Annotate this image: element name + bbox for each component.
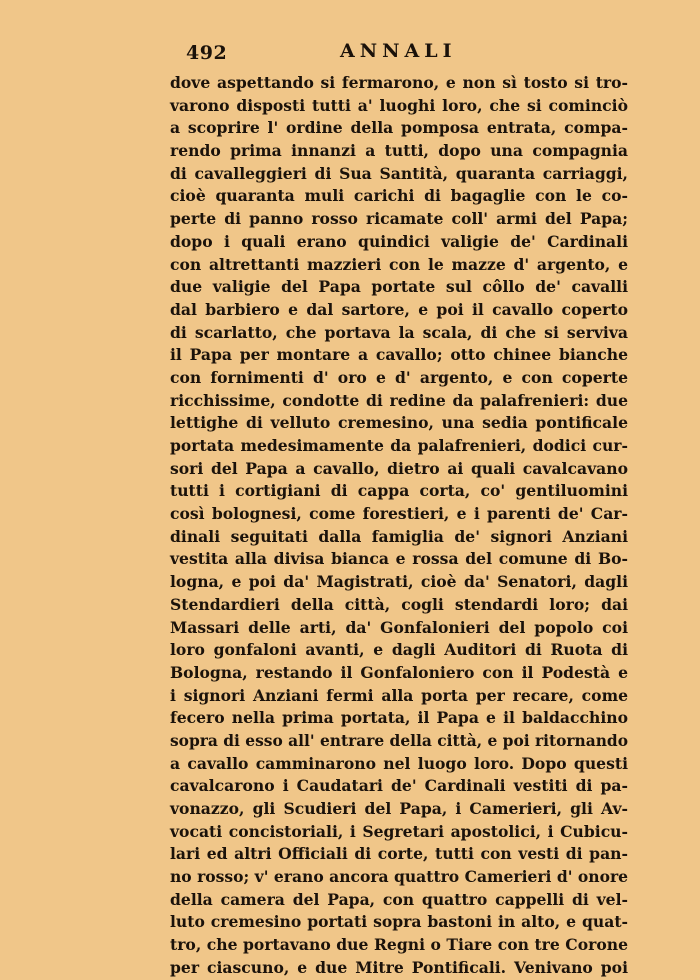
text-line: Stendardieri della città, cogli stendardi loro; dai (170, 594, 628, 614)
text-line: due valigie del Papa portate sul côllo de' cavalli (170, 277, 628, 297)
text-line: cioè quaranta muli carichi di bagaglie con le co- (170, 186, 628, 206)
text-line: così bolognesi, come forestieri, e i parenti de' Car- (170, 504, 628, 524)
text-line: con fornimenti d' oro e d' argento, e con coperte (170, 367, 628, 387)
text-line: vocati concistoriali, i Segretari apostolici, i Cubicu- (170, 821, 628, 841)
text-line: con altrettanti mazzieri con le mazze d' argento, e (170, 254, 628, 274)
text-line: dove aspettando si fermarono, e non sì tosto si tro- (170, 73, 628, 92)
page-number: 492 (186, 42, 228, 64)
text-line: no rosso; v' erano ancora quattro Camerieri d' onore (170, 867, 629, 887)
text-line: fecero nella prima portata, il Papa e il baldacchino (170, 708, 628, 728)
text-line: dinali seguitati dalla famiglia de' signori Anziani (170, 526, 628, 546)
text-line: lettighe di velluto cremesino, una sedia pontificale (170, 413, 628, 433)
text-line: a cavallo camminarono nel luogo loro. Dopo questi (170, 753, 628, 773)
text-line: perte di panno rosso ricamate coll' armi del Papa; (170, 209, 628, 229)
body-text (170, 72, 628, 980)
text-line: varono disposti tutti a' luoghi loro, che si cominciò (170, 95, 628, 115)
text-line: della camera del Papa, con quattro cappelli di vel- (170, 889, 628, 909)
text-line: vestita alla divisa bianca e rossa del comune di Bo- (170, 549, 628, 569)
text-line: vonazzo, gli Scudieri del Papa, i Camerieri, gli Av- (170, 799, 628, 818)
text-line: logna, e poi da' Magistrati, cioè da' Senatori, dagli (170, 572, 628, 592)
text-line: dal barbiero e dal sartore, e poi il cavallo coperto (170, 299, 628, 319)
text-line: ricchissime, condotte di redine da palafrenieri: due (170, 390, 628, 410)
text-line: rendo prima innanzi a tutti, dopo una compagnia (170, 141, 628, 161)
text-line: di scarlatto, che portava la scala, di che si serviva (170, 322, 628, 342)
text-line: Bologna, restando il Gonfaloniero con il Podestà e (170, 662, 628, 682)
text-line: di cavalleggieri di Sua Santità, quaranta carriaggi, (170, 163, 628, 183)
text-line: dopo i quali erano quindici valigie de' Cardinali (170, 231, 628, 251)
text-line: per ciascuno, e due Mitre Pontificali. Venivano poi (170, 957, 628, 977)
running-head: ANNALI (340, 40, 457, 62)
page-header (170, 36, 628, 66)
text-line: a scoprire l' ordine della pomposa entrata, compa- (170, 118, 628, 138)
text-line: il Papa per montare a cavallo; otto chinee bianche (170, 345, 628, 365)
text-line: luto cremesino portati sopra bastoni in alto, e quat- (170, 912, 628, 932)
text-line: loro gonfaloni avanti, e dagli Auditori di Ruota di (170, 640, 628, 660)
text-line: i signori Anziani fermi alla porta per recare, come (170, 685, 628, 705)
text-line: cavalcarono i Caudatari de' Cardinali vestiti di pa- (170, 776, 628, 796)
text-line: Massari delle arti, da' Gonfalonieri del popolo coi (170, 617, 628, 637)
text-line: tutti i cortigiani di cappa corta, co' gentiluomini (170, 481, 628, 501)
text-line: lari ed altri Officiali di corte, tutti con vesti di pan- (170, 844, 628, 864)
text-line: sori del Papa a cavallo, dietro ai quali cavalcavano (170, 458, 628, 478)
text-line: tro, che portavano due Regni o Tiare con tre Corone (170, 935, 628, 955)
text-line: portata medesimamente da palafrenieri, dodici cur- (170, 436, 628, 455)
text-line: sopra di esso all' entrare della città, e poi ritornando (170, 731, 628, 750)
